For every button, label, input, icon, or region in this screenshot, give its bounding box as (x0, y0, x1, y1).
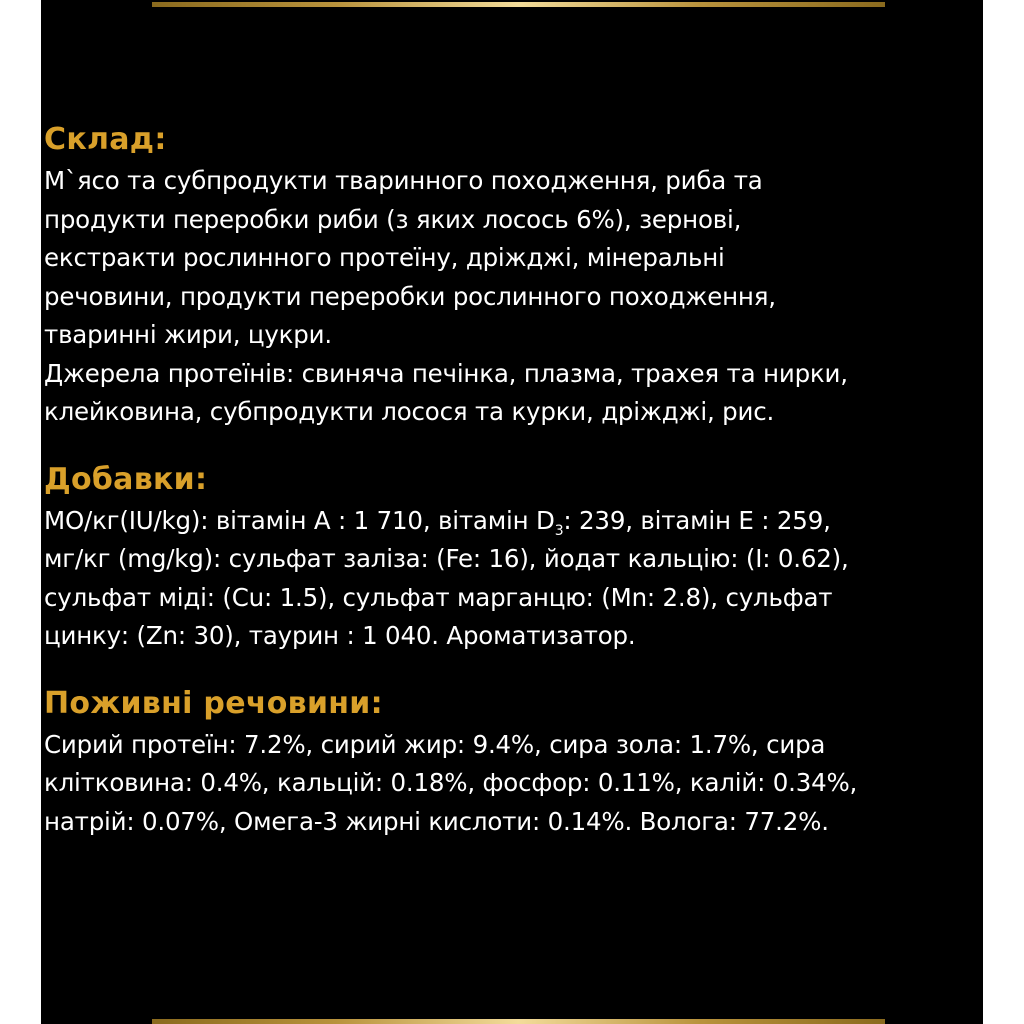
composition-line: тваринні жири, цукри. (44, 320, 332, 349)
additives-heading: Добавки: (44, 461, 208, 497)
additives-section (44, 458, 984, 656)
nutrients-section (44, 682, 984, 842)
composition-text (44, 162, 984, 432)
additives-line: сульфат міді: (Cu: 1.5), сульфат марганцю: (Mn: 2.8), сульфат (44, 582, 833, 612)
top-gold-divider (152, 2, 885, 7)
bottom-gold-divider (152, 1019, 885, 1024)
composition-line: продукти переробки риби (з яких лосось 6%), зернові, (44, 204, 742, 234)
composition-line: екстракти рослинного протеїну, дріжджі, мінеральні (44, 243, 725, 272)
additives-line-vitamins: МО/кг(IU/kg): вітамін А : 1 710, вітамін $D_3$: 239, вітамін Е : 259, (44, 505, 831, 539)
nutrients-text (44, 726, 984, 842)
additives-line: цинку: (Zn: 30), таурин : 1 040. Ароматизатор. (44, 621, 636, 650)
composition-line: речовини, продукти переробки рослинного походження, (44, 281, 776, 311)
composition-line: М`ясо та субпродукти тваринного походження, риба та (44, 166, 763, 195)
protein-sources-line: клейковина, субпродукти лосося та курки, дріжджі, рис. (44, 397, 775, 426)
nutrients-heading: Поживні речовини: (44, 685, 383, 721)
label-content (44, 118, 984, 841)
composition-section (44, 118, 984, 432)
composition-heading: Склад: (44, 122, 167, 157)
nutrients-line: натрій: 0.07%, Омега-3 жирні кислоти: 0.14%. Волога: 77.2%. (44, 806, 829, 836)
protein-sources-line: Джерела протеїнів: свиняча печінка, плазма, трахея та нирки, (44, 358, 848, 388)
nutrients-line: Сирий протеїн: 7.2%, сирий жир: 9.4%, сира зола: 1.7%, сира (44, 729, 826, 759)
additives-text (44, 502, 984, 656)
nutrients-line: клітковина: 0.4%, кальцій: 0.18%, фосфор: 0.11%, калій: 0.34%, (44, 768, 858, 797)
additives-line: мг/кг (mg/kg): сульфат заліза: (Fe: 16), йодат кальцію: (I: 0.62), (44, 544, 849, 573)
